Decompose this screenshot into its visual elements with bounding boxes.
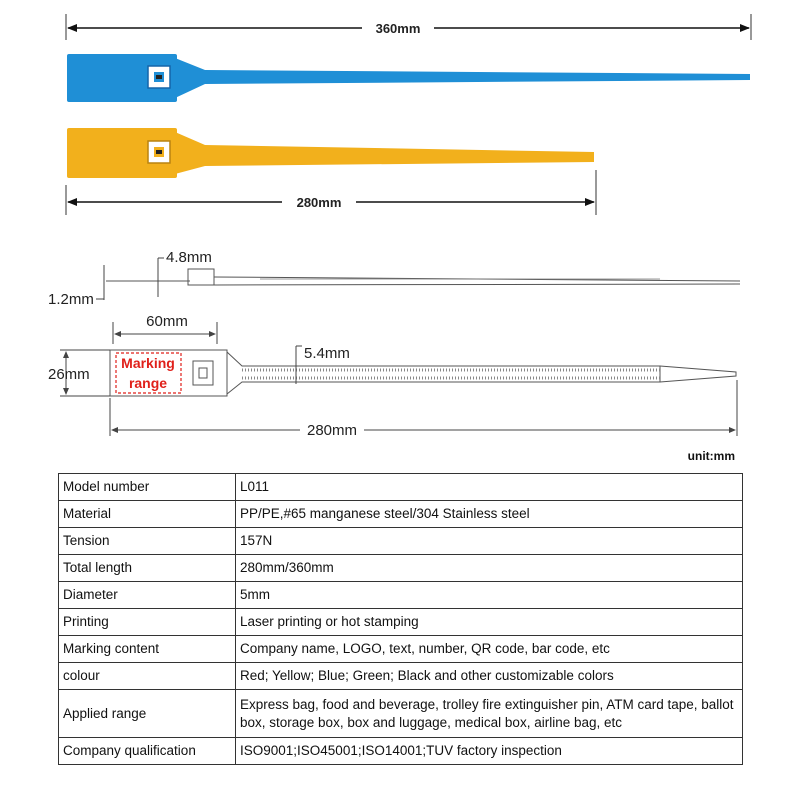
spec-value: PP/PE,#65 manganese steel/304 Stainless steel (236, 501, 743, 528)
unit-label: unit:mm (687, 449, 735, 463)
dimension-280-bottom (110, 380, 737, 439)
side-view-drawing (48, 249, 740, 308)
label-26mm: 26mm (48, 366, 90, 383)
spec-label: Company qualification (59, 738, 236, 765)
label-280mm-bottom: 280mm (306, 422, 358, 439)
label-marking: Marking (121, 355, 175, 371)
yellow-seal-image (67, 128, 594, 178)
label-range: range (128, 375, 168, 391)
label-4-8mm: 4.8mm (166, 249, 212, 266)
label-280mm-top: 280mm (296, 195, 342, 210)
spec-label: Diameter (59, 582, 236, 609)
spec-value: 280mm/360mm (236, 555, 743, 582)
blue-seal-image (67, 54, 750, 102)
table-row (59, 555, 743, 582)
spec-label: Printing (59, 609, 236, 636)
spec-value: Company name, LOGO, text, number, QR code, bar code, etc (236, 636, 743, 663)
spec-label: Marking content (59, 636, 236, 663)
top-view-drawing (110, 350, 736, 396)
table-row (59, 528, 743, 555)
label-60mm: 60mm (146, 313, 188, 330)
label-5-4mm: 5.4mm (304, 345, 350, 362)
table-row (59, 582, 743, 609)
spec-table (58, 473, 743, 765)
table-row (59, 690, 743, 738)
spec-label: Total length (59, 555, 236, 582)
dimension-360 (66, 14, 751, 40)
spec-label: Model number (59, 474, 236, 501)
spec-value: 5mm (236, 582, 743, 609)
table-row (59, 738, 743, 765)
spec-value: ISO9001;ISO45001;ISO14001;TUV factory inspection (236, 738, 743, 765)
spec-label: Material (59, 501, 236, 528)
spec-value: Red; Yellow; Blue; Green; Black and other customizable colors (236, 663, 743, 690)
dimension-26 (48, 350, 110, 396)
spec-label: Tension (59, 528, 236, 555)
spec-value: 157N (236, 528, 743, 555)
table-row (59, 501, 743, 528)
spec-label: colour (59, 663, 236, 690)
spec-value: Express bag, food and beverage, trolley fire extinguisher pin, ATM card tape, ballot box, storage box, box and luggage, medical box, airline bag, etc (236, 690, 743, 738)
label-360mm: 360mm (375, 21, 421, 36)
spec-value: Laser printing or hot stamping (236, 609, 743, 636)
spec-label: Applied range (59, 690, 236, 738)
table-row (59, 663, 743, 690)
label-1-2mm: 1.2mm (48, 291, 94, 308)
dimension-60 (113, 313, 217, 344)
spec-value: L011 (236, 474, 743, 501)
table-row (59, 609, 743, 636)
table-row (59, 474, 743, 501)
table-row (59, 636, 743, 663)
